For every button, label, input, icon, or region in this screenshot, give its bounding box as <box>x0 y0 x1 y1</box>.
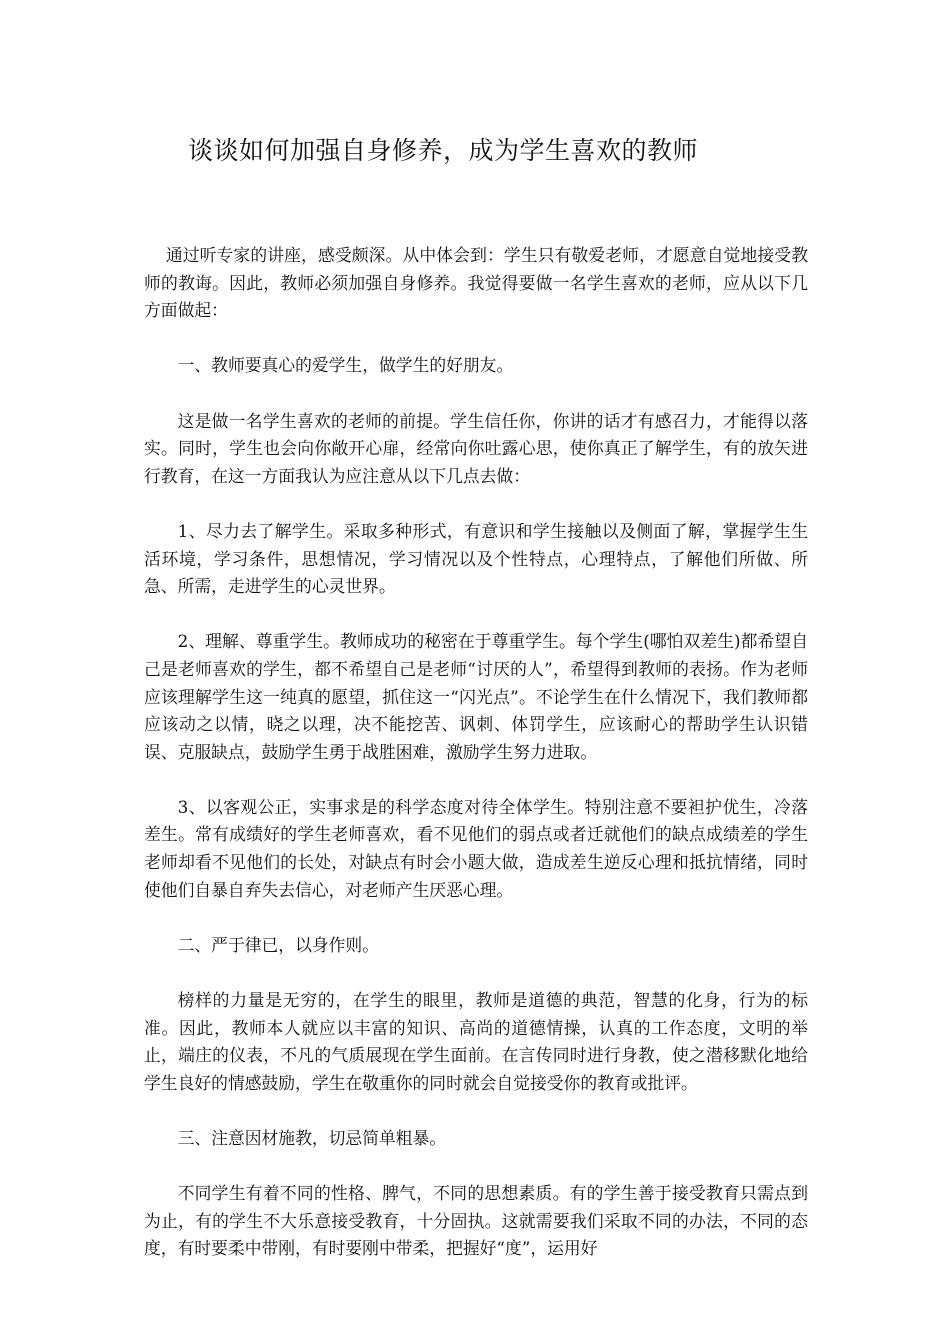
paragraph-intro: 通过听专家的讲座，感受颇深。从中体会到：学生只有敬爱老师，才愿意自觉地接受教师的教诲。因此，教师必须加强自身修养。我觉得要做一名学生喜欢的老师，应从以下几方面做起： <box>144 245 808 321</box>
list-item: 2、理解、尊重学生。教师成功的秘密在于尊重学生。每个学生(哪怕双差生)都希望自己是老师喜欢的学生，都不希望自己是老师“讨厌的人”，希望得到教师的表扬。作为老师应该理解学生这一纯真的愿望，抓住这一“闪光点”。不论学生在什么情况下，我们教师都应该动之以情，晓之以理，决不能挖苦、讽刺、体罚学生，应该耐心的帮助学生认识错误、克服缺点，鼓励学生勇于战胜困难，激励学生努力进取。 <box>144 631 808 762</box>
section-heading-1: 一、教师要真心的爱学生，做学生的好朋友。 <box>177 355 514 376</box>
paragraph: 不同学生有着不同的性格、脾气，不同的思想素质。有的学生善于接受教育只需点到为止，有的学生不大乐意接受教育，十分固执。这就需要我们采取不同的办法，不同的态度，有时要柔中带刚，有时要刚中带柔，把握好“度”，运用好 <box>144 1183 808 1259</box>
document-body <box>144 242 808 1291</box>
document-title: 谈谈如何加强自身修养，成为学生喜欢的教师 <box>188 136 699 165</box>
paragraph: 这是做一名学生喜欢的老师的前提。学生信任你，你讲的话才有感召力，才能得以落实。同时，学生也会向你敞开心扉，经常向你吐露心思，使你真正了解学生，有的放矢进行教育，在这一方面我认为应注意从以下几点去做： <box>144 410 808 486</box>
section-heading-2: 二、严于律已，以身作则。 <box>177 934 379 955</box>
paragraph: 榜样的力量是无穷的，在学生的眼里，教师是道德的典范，智慧的化身，行为的标准。因此，教师本人就应以丰富的知识、高尚的道德情操，认真的工作态度，文明的举止，端庄的仪表，不凡的气质展现在学生面前。在言传同时进行身教，使之潜移默化地给学生良好的情感鼓励，学生在敬重你的同时就会自觉接受你的教育或批评。 <box>144 990 808 1093</box>
list-item: 1、尽力去了解学生。采取多种形式，有意识和学生接触以及侧面了解，掌握学生生活环境，学习条件，思想情况，学习情况以及个性特点，心理特点，了解他们所做、所急、所需，走进学生的心灵世界。 <box>144 520 808 597</box>
section-heading-3: 三、注意因材施教，切忌简单粗暴。 <box>177 1128 447 1148</box>
list-item: 3、以客观公正，实事求是的科学态度对待全体学生。特别注意不要袒护优生，冷落差生。常有成绩好的学生老师喜欢，看不见他们的弱点或者迁就他们的缺点成绩差的学生老师却看不见他们的长处，对缺点有时会小题大做，造成差生逆反心理和抵抗情绪，同时使他们自暴自弃失去信心，对老师产生厌恶心理。 <box>144 796 808 900</box>
